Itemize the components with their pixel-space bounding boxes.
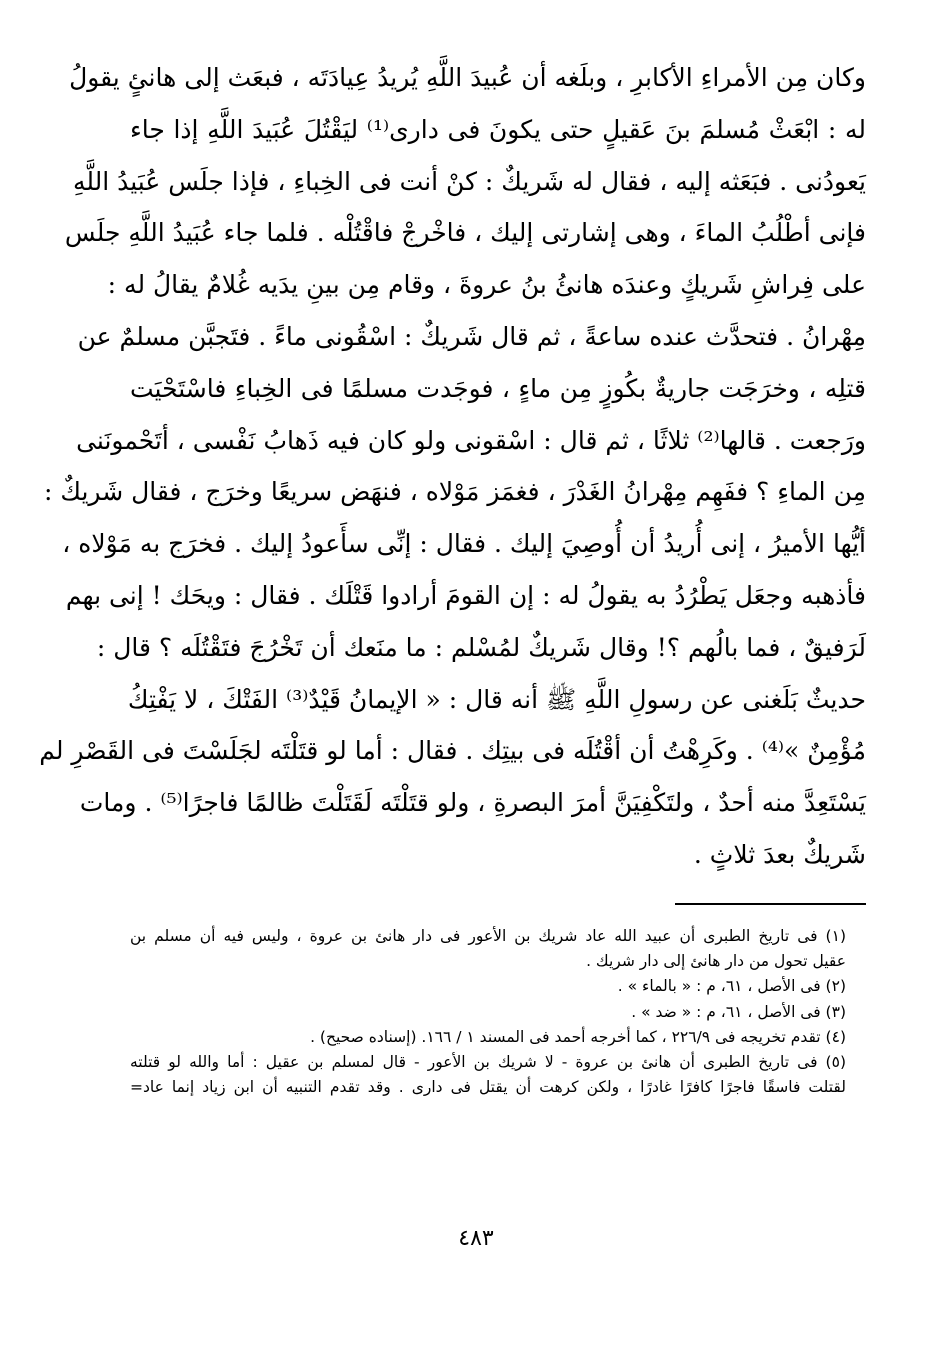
text-line: مِن الماءِ ؟ ففَهِم مِهْرانُ الغَدْرَ ، فغمَز مَوْلاه ، فنهَض سريعًا وخرَج ، فقال شَريكٌ : bbox=[44, 477, 866, 507]
text-line: له : ابْعَثْ مُسلمَ بنَ عَقيلٍ حتى يكونَ فى دارى⁽¹⁾ ليَقْتُلَ عُبَيدَ اللَّهِ إذا جاء bbox=[130, 114, 866, 144]
footnote-divider bbox=[675, 903, 866, 905]
footnote-line: (٢) فى الأصل ، ٦١، م : « بالماء » . bbox=[617, 977, 846, 996]
text-line: أيُّها الأميرُ ، إنى أُريدُ أن أُوصِيَ إليك . فقال : إنِّى سأَعودُ إليك . فخرَج به مَوْلاه ، bbox=[62, 529, 866, 559]
text-line: مُؤْمِنٌ »⁽⁴⁾ . وكَرِهْتُ أن أقْتُلَه فى بيتِك . فقال : أما لو قتَلْتَه لجَلَسْتَ فى القَصْرِ لم bbox=[39, 736, 866, 766]
text-line: يَسْتَعِدَّ منه أحدٌ ، ولتَكْفِيَنَّ أمرَ البصرةِ ، ولو قتَلْتَه لَقَتَلْتَ ظالمًا فاجرًا⁽⁵⁾ . ومات bbox=[79, 788, 866, 818]
footnote-line: (٥) فى تاريخ الطبرى أن هانئ بن عروة - لا شريك بن الأعور - قال لمسلم بن عقيل : أما والله لو قتلته bbox=[130, 1052, 846, 1071]
text-line: شَريكٌ بعدَ ثلاثٍ . bbox=[693, 839, 866, 869]
text-line: فأذهبه وجعَل يَطْرُدُ به يقولُ له : إن القومَ أرادوا قَتْلَك . فقال : ويحَك ! إنى بهم bbox=[65, 580, 866, 610]
text-line: حديثٌ بَلَغنى عن رسولِ اللَّهِ ﷺ أنه قال : « الإيمانُ قَيْدٌ⁽³⁾ الفَتْكَ ، لا يَفْتِكُ bbox=[127, 684, 866, 714]
text-line: يَعودُنى . فبَعَثه إليه ، فقال له شَريكٌ : كنْ أنت فى الخِباءِ ، فإذا جلَس عُبَيدُ اللَّهِ bbox=[72, 166, 866, 196]
page-number: ٤٨٣ bbox=[458, 1226, 494, 1251]
text-line: فإنى أطْلُبُ الماءَ ، وهى إشارتى إليك ، فاخْرجْ فاقْتُلْه . فلما جاء عُبَيدُ اللَّهِ جلَس bbox=[64, 218, 866, 248]
footnotes-block bbox=[130, 924, 846, 1100]
text-line: وكان مِن الأمراءِ الأكابرِ ، وبلَغه أن عُبيدَ اللَّهِ يُريدُ عِيادَتَه ، فبعَث إلى هانئٍ يقولُ bbox=[69, 63, 866, 92]
text-line: مِهْرانُ . فتحدَّث عنده ساعةً ، ثم قال شَريكٌ : اسْقُونى ماءً . فتَجبَّن مسلمٌ عن bbox=[77, 321, 866, 351]
footnote-line: (٤) تقدم تخريجه فى ٢٢٦/٩ ، كما أخرجه أحمد فى المسند ١ / ١٦٦. (إسناده صحيح) . bbox=[310, 1027, 846, 1046]
text-line: قتلِه ، وخرَجَت جاريةٌ بكُوزٍ مِن ماءٍ ، فوجَدت مسلمًا فى الخِباءِ فاسْتَحْيَت bbox=[130, 373, 866, 403]
footnote-line: (٣) فى الأصل ، ٦١، م : « ضد » . bbox=[631, 1002, 846, 1021]
text-line: على فِراشِ شَريكٍ وعندَه هانئُ بنُ عروةَ ، وقام مِن بينِ يدَيه غُلامٌ يقالُ له : bbox=[107, 270, 866, 300]
footnote-line: لقتلت فاسقًا فاجرًا كافرًا غادرًا ، ولكن كرهت أن يقتل فى دارى . وقد تقدم التنبيه أن ابن زياد إنما عاد= bbox=[130, 1078, 846, 1097]
text-line: ورَجعت . قالها⁽²⁾ ثلاثًا ، ثم قال : اسْقونى ولو كان فيه ذَهابُ نَفْسى ، أتَحْمونَنى bbox=[76, 425, 866, 455]
text-line: لَرَفيقٌ ، فما بالُهم ؟! وقال شَريكٌ لمُسْلم : ما منَعك أن تَخْرُجَ فتَقْتُلَه ؟ قال : bbox=[96, 632, 866, 662]
footnote-line: (١) فى تاريخ الطبرى أن عبيد الله عاد شريك بن الأعور فى دار هانئ بن عروة ، وليس فيه أن مسلم بن bbox=[130, 927, 846, 945]
main-text-block bbox=[39, 52, 866, 881]
footnote-line: عقيل تحول من دار هانئ إلى دار شريك . bbox=[586, 952, 846, 971]
